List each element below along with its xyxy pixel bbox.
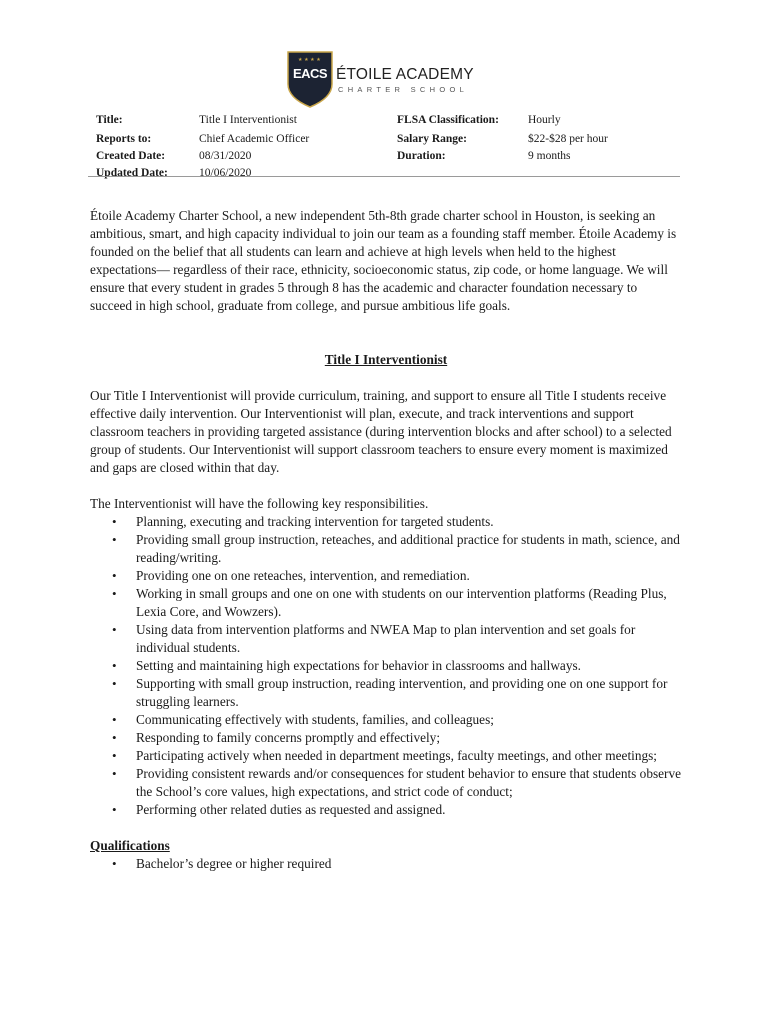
meta-value-flsa: Hourly <box>528 114 561 126</box>
qualifications-list <box>90 855 682 873</box>
list-item: • Responding to family concerns promptly and effectively; <box>90 729 682 747</box>
meta-label-updated-date: Updated Date: <box>96 167 168 179</box>
meta-value-title: Title I Interventionist <box>199 114 297 126</box>
intro-paragraph: Étoile Academy Charter School, a new independent 5th-8th grade charter school in Houston, is seeking an ambitious, smart, and high capacity individual to join our team as a founding staff member. Étoile Academy is founded on the belief that all students can learn and achieve at high levels when held to the highest expectations— regardless of their race, ethnicity, socioeconomic status, zip code, or home language. We will ensure that every student in grades 5 through 8 has the academic and character foundation necessary to succeed in high school, graduate from college, and pursue ambitious life goals. <box>90 208 677 313</box>
section-title: Title I Interventionist <box>324 352 448 367</box>
meta-right-labels <box>397 112 499 165</box>
list-item: • Providing small group instruction, reteaches, and additional practice for students in math, science, and reading/writing. <box>90 531 682 567</box>
meta-value-salary-range: $22-$28 per hour <box>528 133 608 145</box>
school-logo <box>286 50 496 108</box>
meta-label-created-date: Created Date: <box>96 150 166 162</box>
meta-value-duration: 9 months <box>528 150 571 162</box>
list-item: • Supporting with small group instruction, reading intervention, and providing one on one support for struggling learners. <box>90 675 682 711</box>
meta-label-flsa: FLSA Classification: <box>397 114 499 126</box>
meta-left-values <box>199 112 309 182</box>
qualifications-title: Qualifications <box>90 838 170 853</box>
logo-subtitle: CHARTER SCHOOL <box>338 85 469 94</box>
meta-value-created-date: 08/31/2020 <box>199 150 252 162</box>
list-item: • Participating actively when needed in department meetings, faculty meetings, and other meetings; <box>90 747 682 765</box>
spacer <box>90 819 682 837</box>
role-description-paragraph: Our Title I Interventionist will provide curriculum, training, and support to ensure all Title I students receive effective daily intervention. Our Interventionist will plan, execute, and track interventions and support classroom teachers in providing targeted assistance (during intervention blocks and after school) to a selected group of students. Our Interventionist will support classroom teachers to ensure every moment is maximized and gaps are closed within that day. <box>90 388 672 475</box>
spacer <box>90 369 682 387</box>
list-item: • Communicating effectively with students, families, and colleagues; <box>90 711 682 729</box>
list-item: • Bachelor’s degree or higher required <box>90 855 682 873</box>
meta-value-updated-date: 10/06/2020 <box>199 167 252 179</box>
list-item: • Providing consistent rewards and/or consequences for student behavior to ensure that students observe the School’s core values, high expectations, and strict code of conduct; <box>90 765 682 801</box>
responsibilities-list <box>90 513 682 819</box>
meta-label-duration: Duration: <box>397 150 446 162</box>
list-item: • Setting and maintaining high expectations for behavior in classrooms and hallways. <box>90 657 682 675</box>
header-divider <box>88 176 680 177</box>
meta-value-reports-to: Chief Academic Officer <box>199 133 310 145</box>
logo-school-name: ÉTOILE ACADEMY <box>336 66 474 83</box>
logo-abbreviation: EACS <box>292 66 328 81</box>
meta-left-labels <box>96 112 168 182</box>
meta-right-values <box>528 112 608 165</box>
list-item: • Providing one on one reteaches, intervention, and remediation. <box>90 567 682 585</box>
spacer <box>90 477 682 495</box>
meta-label-reports-to: Reports to: <box>96 133 152 145</box>
list-item: • Using data from intervention platforms and NWEA Map to plan intervention and set goals for individual students. <box>90 621 682 657</box>
responsibilities-intro: The Interventionist will have the following key responsibilities. <box>90 496 429 511</box>
svg-text:★ ★ ★ ★: ★ ★ ★ ★ <box>298 57 321 63</box>
meta-label-title: Title: <box>96 114 123 126</box>
document-body <box>90 207 682 873</box>
list-item: • Performing other related duties as requested and assigned. <box>90 801 682 819</box>
meta-label-salary-range: Salary Range: <box>397 133 467 145</box>
list-item: • Planning, executing and tracking intervention for targeted students. <box>90 513 682 531</box>
list-item: • Working in small groups and one on one with students on our intervention platforms (Reading Plus, Lexia Core, and Wowzers). <box>90 585 682 621</box>
